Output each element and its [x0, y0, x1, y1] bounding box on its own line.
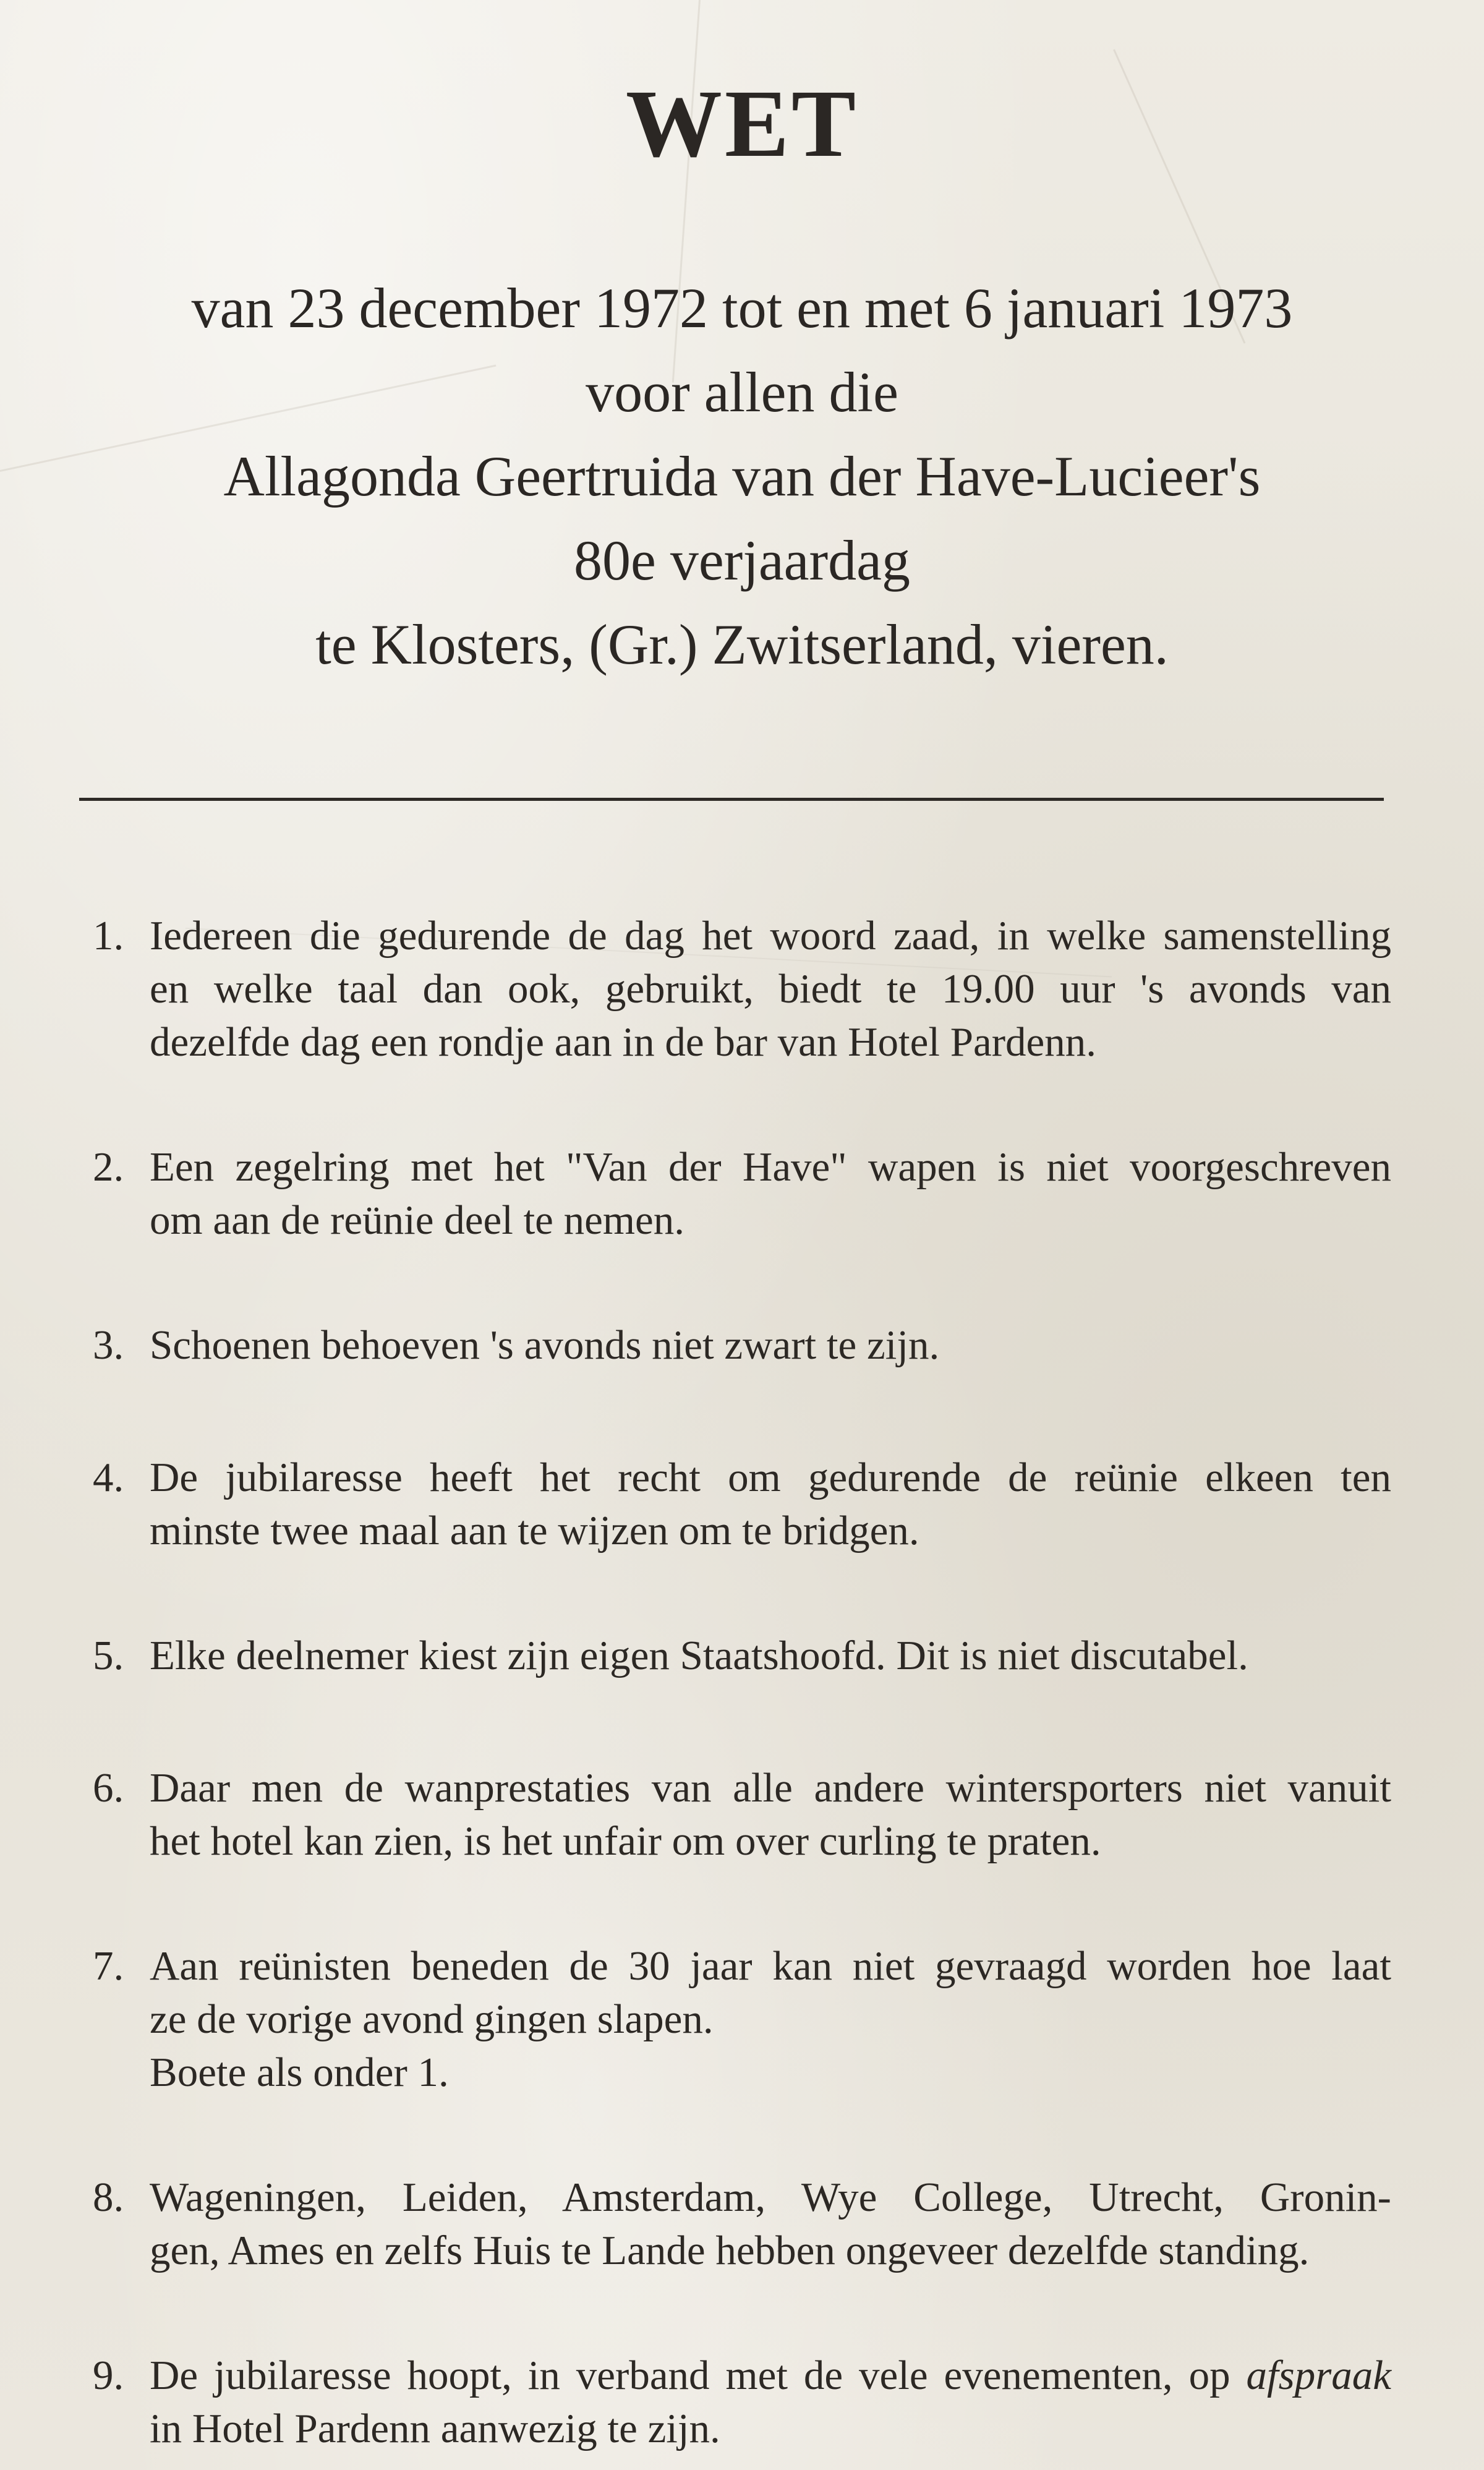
rule-line: Boete als onder 1. [150, 2049, 449, 2095]
rule-line: Schoenen behoeven 's avonds niet zwart te zijn. [150, 1322, 940, 1368]
subtitle-line-occasion: 80e verjaardag [573, 529, 910, 592]
horizontal-divider [79, 798, 1384, 801]
rule-line: minste twee maal aan te wijzen om te bridgen. [150, 1508, 919, 1553]
rule-line: dezelfde dag een rondje aan in de bar van Hotel Pardenn. [150, 1019, 1097, 1065]
rule-number: 8. [93, 2174, 124, 2220]
document-subtitle [74, 266, 1410, 686]
rule-line: Elke deelnemer kiest zijn eigen Staatshoofd. Dit is niet discutabel. [150, 1633, 1248, 1678]
rule-number: 1. [93, 913, 124, 959]
rule-line: en welke taal dan ook, gebruikt, biedt te 19.00 uur 's avonds van [150, 966, 1391, 1012]
rule-line: Een zegelring met het "Van der Have" wapen is niet voorgeschreven [150, 1144, 1391, 1190]
rule-item [93, 1629, 1391, 1682]
italic-word: afspraak [1246, 2352, 1392, 2398]
rule-line: Daar men de wanprestaties van alle andere wintersporters niet vanuit [150, 1765, 1391, 1811]
rule-number: 4. [93, 1455, 124, 1500]
rule-number: 7. [93, 1943, 124, 1989]
rule-number: 5. [93, 1633, 124, 1678]
rules-list [93, 909, 1391, 2470]
rule-item [93, 1939, 1391, 2099]
rule-line-with-italic [150, 2349, 1391, 2402]
subtitle-line-name: Allagonda Geertruida van der Have-Lucieer's [223, 445, 1261, 508]
subtitle-line-location: te Klosters, (Gr.) Zwitserland, vieren. [315, 613, 1169, 676]
rule-number: 3. [93, 1322, 124, 1368]
rule-item [93, 909, 1391, 1069]
document-title: WET [625, 70, 859, 177]
rule-line: om aan de reünie deel te nemen. [150, 1197, 685, 1243]
rule-line: in Hotel Pardenn aanwezig te zijn. [150, 2406, 720, 2451]
rule-item [93, 1451, 1391, 1557]
rule-item [93, 1761, 1391, 1868]
rule-item [93, 1318, 1391, 1372]
rule-item [93, 2171, 1391, 2277]
rule-line: Wageningen, Leiden, Amsterdam, Wye College, Utrecht, Gronin- [150, 2174, 1391, 2220]
rule-line: gen, Ames en zelfs Huis te Lande hebben ongeveer dezelfde standing. [150, 2228, 1310, 2273]
rule-line: Iedereen die gedurende de dag het woord zaad, in welke samenstelling [150, 913, 1391, 959]
rule-number: 6. [93, 1765, 124, 1811]
rule-line: ze de vorige avond gingen slapen. [150, 1996, 714, 2042]
rule-line: het hotel kan zien, is het unfair om over curling te praten. [150, 1818, 1101, 1864]
rule-line: De jubilaresse heeft het recht om gedurende de reünie elkeen ten [150, 1455, 1391, 1500]
subtitle-line-dates: van 23 december 1972 tot en met 6 januari 1973 [191, 276, 1293, 340]
rule-number: 9. [93, 2352, 124, 2398]
rule-item [93, 1140, 1391, 1247]
rule-number: 2. [93, 1144, 124, 1190]
rule-line: Aan reünisten beneden de 30 jaar kan niet gevraagd worden hoe laat [150, 1943, 1391, 1989]
subtitle-line-audience: voor allen die [586, 361, 898, 424]
rule-line: De jubilaresse hoopt, in verband met de vele evenementen, op [150, 2352, 1230, 2398]
rule-item [93, 2349, 1391, 2455]
